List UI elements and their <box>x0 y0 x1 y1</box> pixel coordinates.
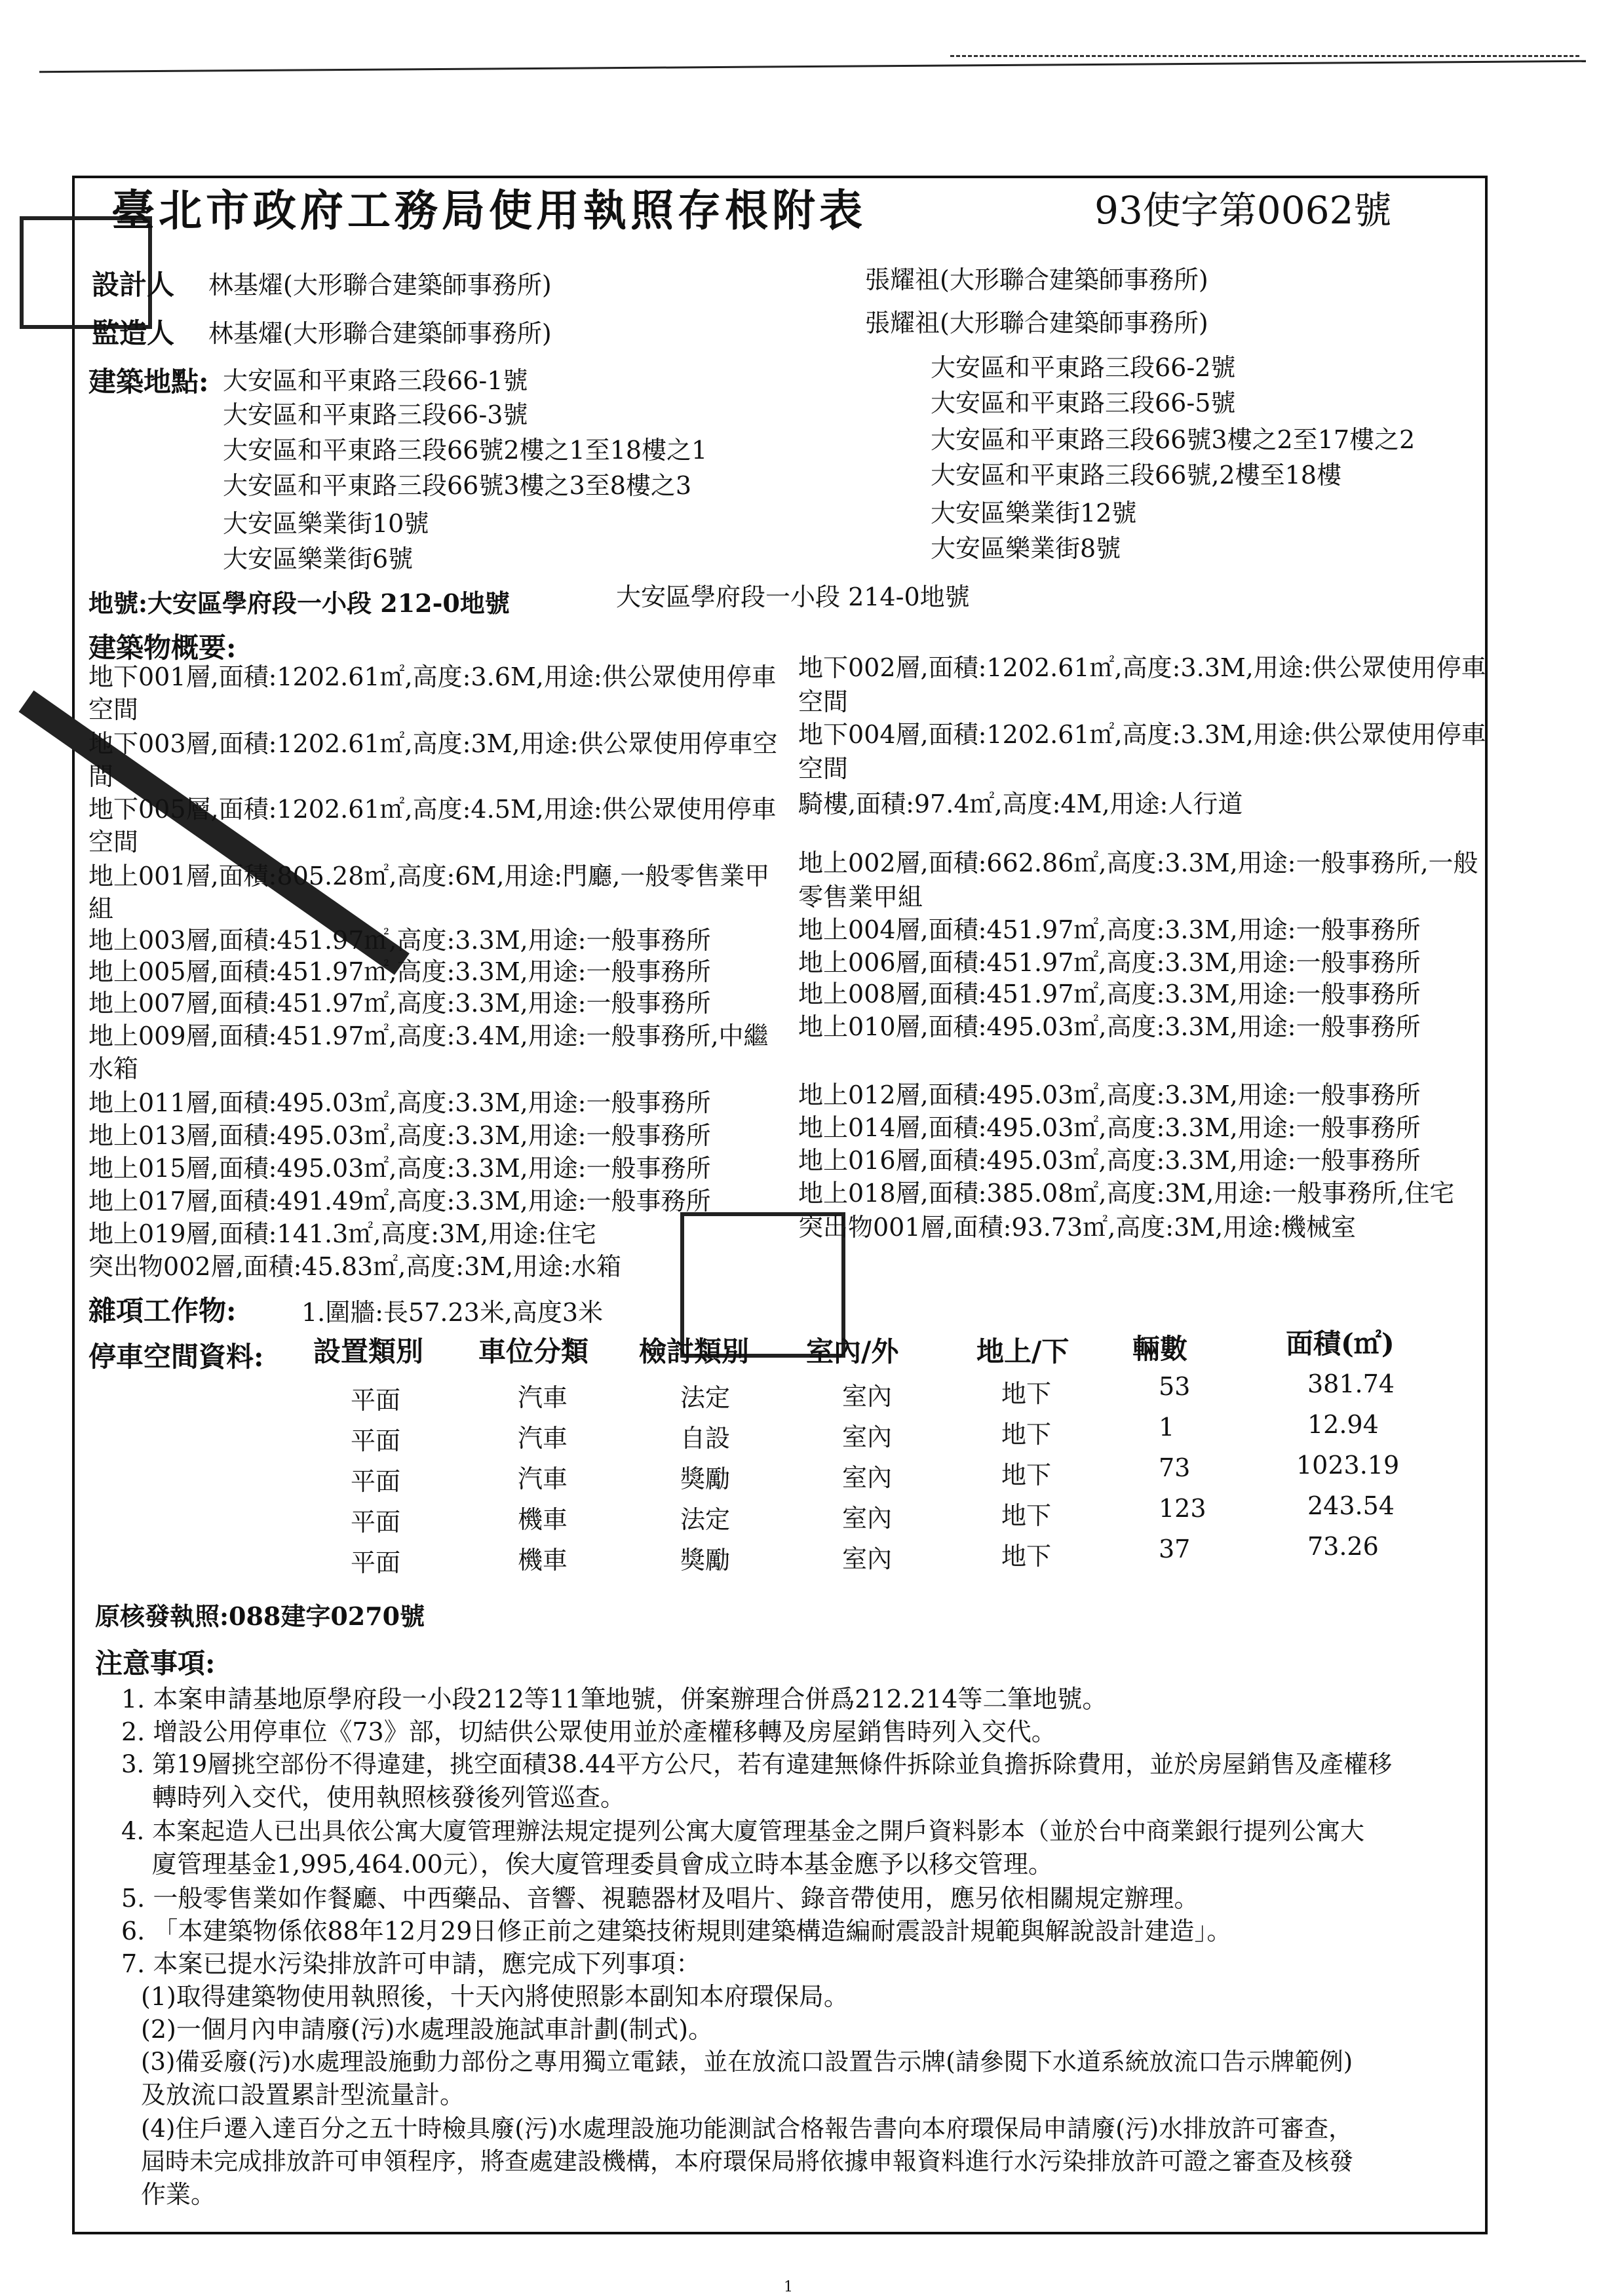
note-line-6: 5. 一般零售業如作餐廳、中西藥品、音響、視聽器材及唱片、錄音帶使用，應另依相關規定辦理。 <box>121 1884 1199 1913</box>
site-right-0: 大安區和平東路三段66-2號 <box>931 353 1236 382</box>
notes-label: 注意事項: <box>95 1647 216 1679</box>
original-permit: 原核發執照:088建字0270號 <box>95 1601 425 1631</box>
supervisor-label: 監造人 <box>92 317 175 349</box>
parking-cell: 73.26 <box>1307 1532 1379 1561</box>
parking-cell: 地下 <box>1001 1542 1052 1571</box>
overview-left-12: 水箱 <box>88 1054 139 1083</box>
designer-left: 林基燿(大形聯合建築師事務所) <box>208 271 552 299</box>
note-line-10: (2)一個月內申請廢(污)水處理設施試車計劃(制式)。 <box>141 2015 714 2044</box>
note-line-0: 1. 本案申請基地原學府段一小段212等11筆地號，併案辦理合併爲212.214等二筆地號。 <box>121 1685 1108 1713</box>
overview-right-0: 地下002層,面積:1202.61㎡,高度:3.3M,用途:供公眾使用停車 <box>798 653 1486 682</box>
parking-cell: 室內 <box>842 1382 893 1411</box>
overview-right-2: 地下004層,面積:1202.61㎡,高度:3.3M,用途:供公眾使用停車 <box>798 720 1486 749</box>
parking-cell: 平面 <box>351 1467 401 1496</box>
site-right-5: 大安區樂業街8號 <box>931 534 1121 563</box>
site-label: 建築地點: <box>88 366 209 398</box>
parking-cell: 汽車 <box>518 1424 568 1453</box>
parking-cell: 汽車 <box>518 1464 568 1493</box>
overview-left-18: 突出物002層,面積:45.83㎡,高度:3M,用途:水箱 <box>88 1252 622 1281</box>
parking-cell: 1023.19 <box>1296 1451 1400 1480</box>
parking-cell: 地下 <box>1001 1420 1052 1449</box>
parking-cell: 12.94 <box>1307 1410 1379 1439</box>
parking-cell: 地下 <box>1001 1501 1052 1530</box>
overview-label: 建築物概要: <box>88 632 237 664</box>
overview-left-4: 地下005層,面積:1202.61㎡,高度:4.5M,用途:供公眾使用停車 <box>88 795 777 824</box>
note-line-13: (4)住戶遷入達百分之五十時檢具廢(污)水處理設施功能測試合格報告書向本府環保局申請廢(污)水排放許可審查， <box>141 2114 1353 2143</box>
overview-right-17: 突出物001層,面積:93.73㎡,高度:3M,用途:機械室 <box>798 1213 1357 1242</box>
designer-label: 設計人 <box>92 269 175 301</box>
parking-header-4: 地上/下 <box>976 1335 1070 1368</box>
note-line-2: 3. 第19層挑空部份不得違建，挑空面積38.44平方公尺，若有違建無條件拆除並負擔拆除費用，並於房屋銷售及產權移 <box>121 1750 1393 1778</box>
parking-header-6: 面積(㎡) <box>1286 1328 1395 1360</box>
parking-cell: 平面 <box>351 1548 401 1577</box>
site-left-2: 大安區和平東路三段66號2樓之1至18樓之1 <box>223 436 708 465</box>
note-line-5: 廈管理基金1,995,464.00元），俟大廈管理委員會成立時本基金應予以移交管理。 <box>152 1850 1053 1879</box>
parking-cell: 獎勵 <box>680 1546 731 1575</box>
overview-left-13: 地上011層,面積:495.03㎡,高度:3.3M,用途:一般事務所 <box>88 1088 711 1117</box>
note-line-11: (3)備妥廢(污)水處理設施動力部份之專用獨立電錶，並在放流口設置告示牌(請參閱下水道系統放流口告示牌範例) <box>141 2048 1353 2076</box>
overview-left-2: 地下003層,面積:1202.61㎡,高度:3M,用途:供公眾使用停車空 <box>88 729 778 758</box>
parking-cell: 自設 <box>680 1424 731 1453</box>
overview-right-15: 地上016層,面積:495.03㎡,高度:3.3M,用途:一般事務所 <box>798 1146 1421 1175</box>
parking-cell: 123 <box>1159 1494 1206 1523</box>
page-title: 臺北市政府工務局使用執照存根附表 <box>111 185 866 236</box>
overview-left-6: 地上001層,面積:805.28㎡,高度:6M,用途:門廳,一般零售業甲 <box>88 862 770 890</box>
overview-right-9: 地上006層,面積:451.97㎡,高度:3.3M,用途:一般事務所 <box>798 948 1421 977</box>
overview-left-5: 空間 <box>88 828 139 856</box>
parking-header-0: 設置類別 <box>313 1335 424 1368</box>
overview-left-8: 地上003層,面積:451.97㎡,高度:3.3M,用途:一般事務所 <box>88 926 711 955</box>
overview-left-15: 地上015層,面積:495.03㎡,高度:3.3M,用途:一般事務所 <box>88 1154 711 1183</box>
supervisor-left: 林基燿(大形聯合建築師事務所) <box>208 319 552 348</box>
overview-left-3: 間 <box>88 762 114 791</box>
overview-right-1: 空間 <box>798 687 849 716</box>
site-right-3: 大安區和平東路三段66號,2樓至18樓 <box>931 461 1341 489</box>
overview-right-3: 空間 <box>798 754 849 783</box>
parking-cell: 汽車 <box>518 1383 568 1412</box>
scan-edge-line <box>39 60 1586 73</box>
overview-left-16: 地上017層,面積:491.49㎡,高度:3.3M,用途:一般事務所 <box>88 1187 711 1215</box>
parking-cell: 機車 <box>518 1546 568 1575</box>
site-right-2: 大安區和平東路三段66號3樓之2至17樓之2 <box>931 425 1416 454</box>
parking-cell: 室內 <box>842 1544 893 1573</box>
note-line-12: 及放流口設置累計型流量計。 <box>141 2080 465 2109</box>
note-line-1: 2. 增設公用停車位《73》部，切結供公眾使用並於產權移轉及房屋銷售時列入交代。 <box>121 1717 1056 1746</box>
parking-cell: 法定 <box>680 1383 731 1412</box>
parking-header-2: 檢討類別 <box>639 1335 750 1368</box>
note-line-4: 4. 本案起造人已出具依公寓大廈管理辦法規定提列公寓大廈管理基金之開戶資料影本（並於台中商業銀行提列公寓大 <box>121 1817 1365 1845</box>
parking-cell: 獎勵 <box>680 1464 731 1493</box>
overview-left-10: 地上007層,面積:451.97㎡,高度:3.3M,用途:一般事務所 <box>88 989 711 1018</box>
overview-left-0: 地下001層,面積:1202.61㎡,高度:3.6M,用途:供公眾使用停車 <box>88 662 777 691</box>
lot-left: 地號:大安區學府段一小段 212-0地號 <box>88 588 510 618</box>
site-left-3: 大安區和平東路三段66號3樓之3至8樓之3 <box>223 471 692 500</box>
overview-right-8: 地上004層,面積:451.97㎡,高度:3.3M,用途:一般事務所 <box>798 915 1421 944</box>
parking-cell: 平面 <box>351 1508 401 1537</box>
overview-left-14: 地上013層,面積:495.03㎡,高度:3.3M,用途:一般事務所 <box>88 1121 711 1150</box>
parking-cell: 室內 <box>842 1463 893 1492</box>
overview-right-11: 地上010層,面積:495.03㎡,高度:3.3M,用途:一般事務所 <box>798 1012 1421 1041</box>
note-line-7: 6. 「本建築物係依88年12月29日修正前之建築技術規則建築構造編耐震設計規範與解說設計建造」。 <box>121 1917 1232 1945</box>
site-left-5: 大安區樂業街6號 <box>223 545 414 573</box>
parking-cell: 243.54 <box>1307 1491 1395 1520</box>
overview-right-13: 地上012層,面積:495.03㎡,高度:3.3M,用途:一般事務所 <box>798 1081 1421 1109</box>
designer-right: 張耀祖(大形聯合建築師事務所) <box>865 265 1208 294</box>
scan-dashed-line <box>950 55 1579 58</box>
lot-right: 大安區學府段一小段 214-0地號 <box>616 583 970 611</box>
page-mark: 1 <box>784 2279 793 2295</box>
parking-cell: 381.74 <box>1307 1369 1395 1398</box>
parking-cell: 53 <box>1159 1372 1191 1401</box>
note-line-9: (1)取得建築物使用執照後，十天內將使照影本副知本府環保局。 <box>141 1982 849 2011</box>
site-left-0: 大安區和平東路三段66-1號 <box>223 366 528 395</box>
overview-right-16: 地上018層,面積:385.08㎡,高度:3M,用途:一般事務所,住宅 <box>798 1179 1455 1208</box>
parking-cell: 室內 <box>842 1504 893 1533</box>
parking-cell: 地下 <box>1001 1379 1052 1408</box>
parking-cell: 法定 <box>680 1505 731 1534</box>
overview-right-14: 地上014層,面積:495.03㎡,高度:3.3M,用途:一般事務所 <box>798 1113 1421 1142</box>
note-line-8: 7. 本案已提水污染排放許可申請，應完成下列事項： <box>121 1949 701 1978</box>
parking-cell: 37 <box>1159 1535 1191 1563</box>
misc-work-label: 雜項工作物: <box>88 1295 237 1327</box>
overview-right-4: 騎樓,面積:97.4㎡,高度:4M,用途:人行道 <box>798 790 1243 818</box>
overview-right-6: 地上002層,面積:662.86㎡,高度:3.3M,用途:一般事務所,一般 <box>798 849 1478 877</box>
parking-header-1: 車位分類 <box>478 1335 589 1368</box>
overview-left-11: 地上009層,面積:451.97㎡,高度:3.4M,用途:一般事務所,中繼 <box>88 1022 769 1050</box>
permit-number: 93使字第0062號 <box>1094 188 1392 233</box>
site-right-4: 大安區樂業街12號 <box>931 499 1137 527</box>
parking-header-5: 輛數 <box>1132 1333 1188 1365</box>
parking-header-3: 室內/外 <box>806 1335 899 1368</box>
site-left-4: 大安區樂業街10號 <box>223 509 429 538</box>
parking-cell: 平面 <box>351 1426 401 1455</box>
overview-left-9: 地上005層,面積:451.97㎡,高度:3.3M,用途:一般事務所 <box>88 957 711 986</box>
parking-cell: 1 <box>1159 1413 1175 1442</box>
overview-right-10: 地上008層,面積:451.97㎡,高度:3.3M,用途:一般事務所 <box>798 980 1421 1008</box>
misc-work-value: 1.圍牆:長57.23米,高度3米 <box>301 1298 604 1327</box>
note-line-15: 作業。 <box>141 2180 216 2209</box>
parking-cell: 室內 <box>842 1423 893 1451</box>
note-line-3: 轉時列入交代，使用執照核發後列管巡查。 <box>152 1783 626 1812</box>
overview-left-7: 組 <box>88 894 114 923</box>
overview-left-17: 地上019層,面積:141.3㎡,高度:3M,用途:住宅 <box>88 1219 597 1248</box>
site-right-1: 大安區和平東路三段66-5號 <box>931 389 1236 417</box>
note-line-14: 屆時未完成排放許可申領程序，將查處建設機構，本府環保局將依據申報資料進行水污染排放許可證之審查及核發 <box>141 2147 1353 2175</box>
parking-cell: 73 <box>1159 1453 1191 1482</box>
supervisor-right: 張耀祖(大形聯合建築師事務所) <box>865 309 1208 337</box>
overview-right-7: 零售業甲組 <box>798 883 923 911</box>
parking-cell: 地下 <box>1001 1461 1052 1489</box>
site-left-1: 大安區和平東路三段66-3號 <box>223 400 528 429</box>
parking-cell: 機車 <box>518 1505 568 1534</box>
overview-left-1: 空間 <box>88 695 139 724</box>
parking-cell: 平面 <box>351 1386 401 1415</box>
parking-label: 停車空間資料: <box>88 1341 264 1373</box>
